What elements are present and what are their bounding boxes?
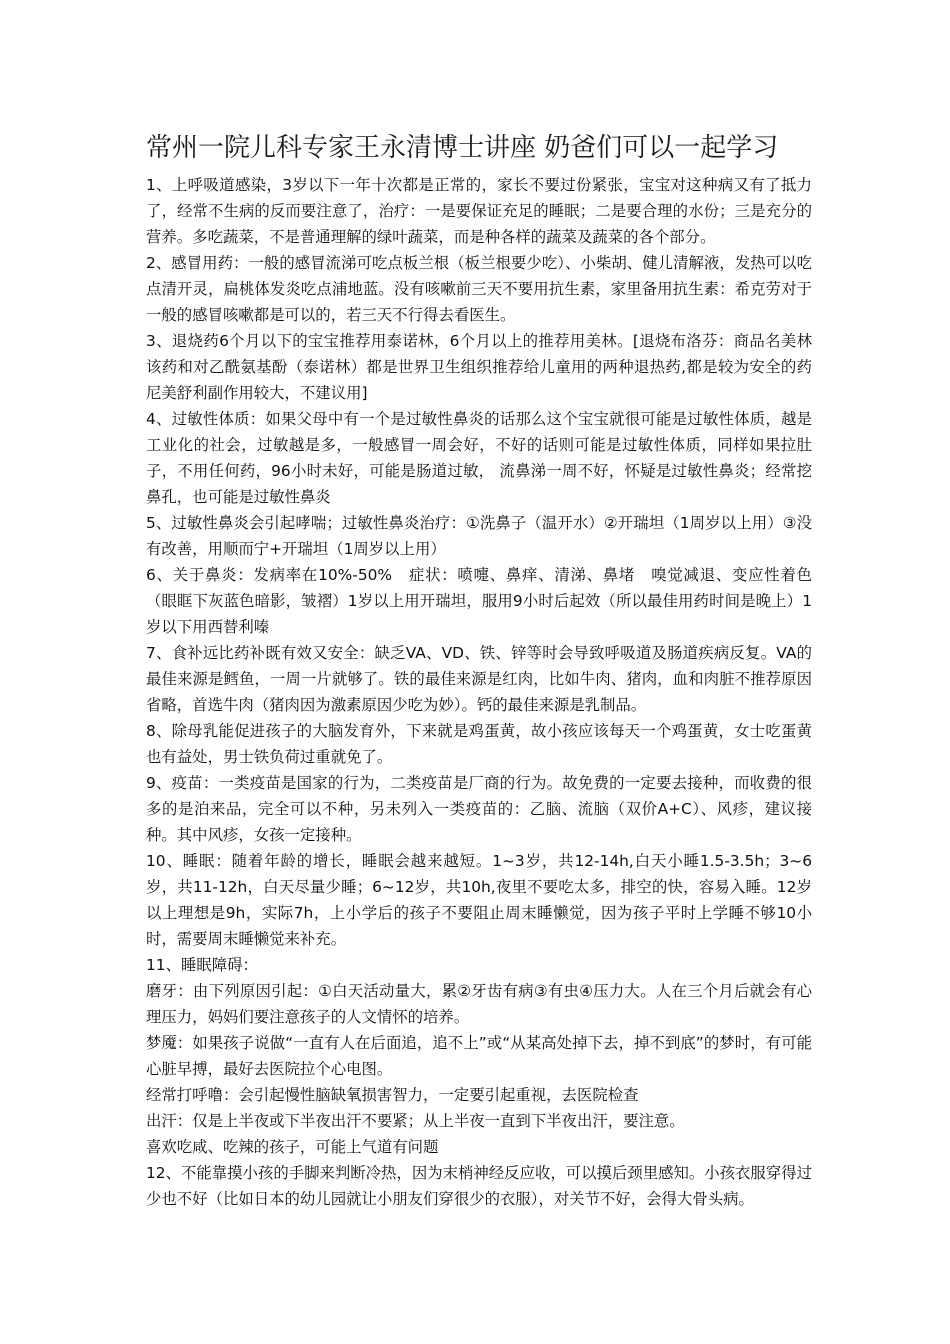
paragraph-10: 10、睡眠：随着年龄的增长，睡眠会越来越短。1~3岁，共12-14h,白天小睡1.5-3.5h；3~6岁，共11-12h，白天尽量少睡；6~12岁，共10h,夜里不要吃太多，排空的快，容易入睡。12岁以上理想是9h，实际7h，上小学后的孩子不要阻止周末睡懒觉，因为孩子平时上学睡不够10小时，需要周末睡懒觉来补充。 <box>146 852 812 948</box>
document-title: 常州一院儿科专家王永清博士讲座 奶爸们可以一起学习 <box>146 133 779 163</box>
paragraph-11-heading: 11、睡眠障碍： <box>146 956 258 974</box>
paragraph-teeth-grinding: 磨牙：由下列原因引起：①白天活动量大，累②牙齿有病③有虫④压力大。人在三个月后就会有心理压力，妈妈们要注意孩子的人文情怀的培养。 <box>146 982 812 1026</box>
paragraph-5: 5、过敏性鼻炎会引起哮喘；过敏性鼻炎治疗：①洗鼻子（温开水）②开瑞坦（1周岁以上用）③没有改善，用顺而宁+开瑞坦（1周岁以上用） <box>146 514 812 558</box>
paragraph-salty-spicy: 喜欢吃咸、吃辣的孩子，可能上气道有问题 <box>146 1138 439 1156</box>
paragraph-1: 1、上呼吸道感染，3岁以下一年十次都是正常的，家长不要过份紧张，宝宝对这种病又有了抵力了，经常不生病的反而要注意了，治疗：一是要保证充足的睡眠；二是要合理的水份；三是充分的营养。多吃蔬菜，不是普通理解的绿叶蔬菜，而是种各样的蔬菜及蔬菜的各个部分。 <box>146 176 812 246</box>
paragraph-2: 2、感冒用药：一般的感冒流涕可吃点板兰根（板兰根要少吃）、小柴胡、健儿清解液，发热可以吃点清开灵，扁桃体发炎吃点浦地蓝。没有咳嗽前三天不要用抗生素，家里备用抗生素：希克劳对于一般的感冒咳嗽都是可以的，若三天不行得去看医生。 <box>146 254 812 324</box>
paragraph-sweating: 出汗：仅是上半夜或下半夜出汗不要紧；从上半夜一直到下半夜出汗，要注意。 <box>146 1112 685 1130</box>
paragraph-snoring: 经常打呼噜：会引起慢性脑缺氧损害智力，一定要引起重视，去医院检查 <box>146 1086 639 1104</box>
paragraph-nightmare: 梦魇：如果孩子说做“一直有人在后面追，追不上”或“从某高处掉下去，掉不到底”的梦时，有可能心脏早搏，最好去医院拉个心电图。 <box>146 1034 812 1078</box>
paragraph-3: 3、退烧药6个月以下的宝宝推荐用泰诺林，6个月以上的推荐用美林。[退烧布洛芬：商品名美林 该药和对乙酰氨基酚（泰诺林）都是世界卫生组织推荐给儿童用的两种退热药,都是较为安全的药 尼美舒利副作用较大，不建议用] <box>146 332 828 402</box>
document-body <box>146 172 828 1212</box>
paragraph-4: 4、过敏性体质：如果父母中有一个是过敏性鼻炎的话那么这个宝宝就很可能是过敏性体质，越是工业化的社会，过敏越是多，一般感冒一周会好，不好的话则可能是过敏性体质，同样如果拉肚子，不用任何药，96小时未好，可能是肠道过敏， 流鼻涕一周不好，怀疑是过敏性鼻炎；经常挖鼻孔，也可能是过敏性鼻炎 <box>146 410 812 506</box>
paragraph-8: 8、除母乳能促进孩子的大脑发育外，下来就是鸡蛋黄，故小孩应该每天一个鸡蛋黄，女士吃蛋黄也有益处，男士铁负荷过重就免了。 <box>146 722 812 766</box>
paragraph-9: 9、疫苗：一类疫苗是国家的行为，二类疫苗是厂商的行为。故免费的一定要去接种，而收费的很多的是泊来品，完全可以不种，另未列入一类疫苗的：乙脑、流脑（双价A+C）、风疹，建议接种。其中风疹，女孩一定接种。 <box>146 774 812 844</box>
paragraph-7: 7、食补远比药补既有效又安全：缺乏VA、VD、铁、锌等时会导致呼吸道及肠道疾病反复。VA的最佳来源是鳕鱼，一周一片就够了。铁的最佳来源是红肉，比如牛肉、猪肉，血和肉脏不推荐原因省略，首选牛肉（猪肉因为激素原因少吃为妙）。钙的最佳来源是乳制品。 <box>146 644 812 714</box>
paragraph-6: 6、关于鼻炎：发病率在10%-50% 症状：喷嚏、鼻痒、清涕、鼻堵 嗅觉减退、变应性着色（眼眶下灰蓝色暗影，皱褶）1岁以上用开瑞坦，服用9小时后起效（所以最佳用药时间是晚上）1岁以下用西替利嗪 <box>146 566 812 636</box>
paragraph-12: 12、不能靠摸小孩的手脚来判断冷热，因为末梢神经反应收，可以摸后颈里感知。小孩衣服穿得过少也不好（比如日本的幼儿园就让小朋友们穿很少的衣服），对关节不好，会得大骨头病。 <box>146 1164 812 1208</box>
